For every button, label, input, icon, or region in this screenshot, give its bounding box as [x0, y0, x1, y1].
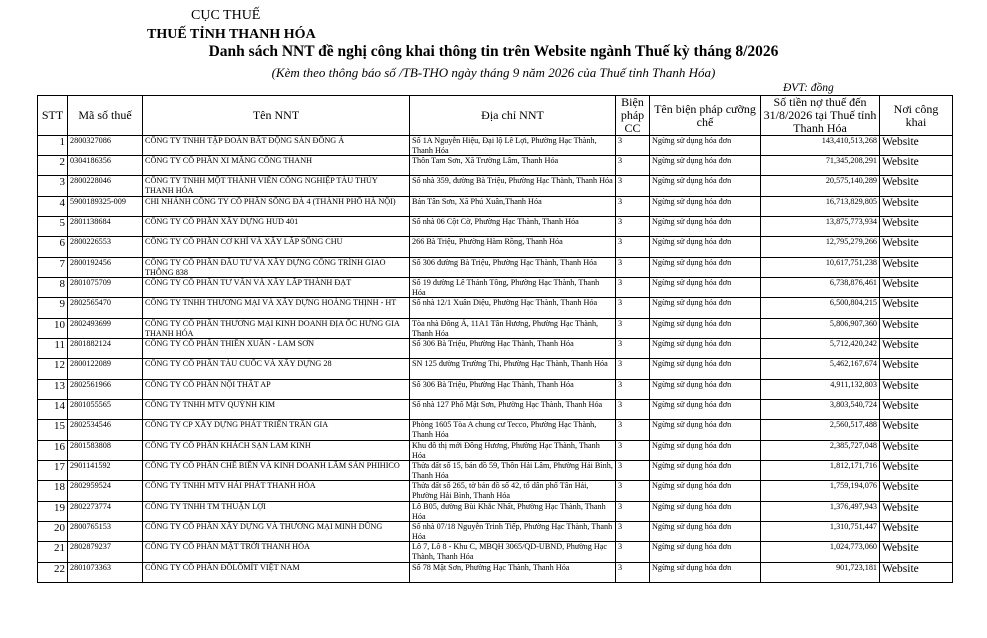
debt-amount-cell: 6,738,876,461	[761, 278, 880, 298]
table-row	[38, 278, 953, 298]
taxpayer-name-cell: CÔNG TY CỔ PHẦN KHÁCH SẠN LAM KINH	[143, 441, 410, 461]
measure-cell: 3	[616, 441, 650, 461]
row-stt: 20	[38, 522, 68, 542]
address-cell: Số 19 đường Lê Thánh Tông, Phường Hạc Thành, Thanh Hóa	[410, 278, 616, 298]
address-cell: Số 306 Bà Triệu, Phường Hạc Thành, Thanh Hóa	[410, 380, 616, 400]
row-stt: 7	[38, 258, 68, 278]
debt-amount-cell: 20,575,140,289	[761, 176, 880, 197]
taxpayer-name-cell: CÔNG TY CỔ PHẦN CƠ KHÍ VÀ XÂY LẮP SÔNG CHU	[143, 237, 410, 258]
publish-place-cell: Website	[880, 563, 953, 583]
measure-name-cell: Ngừng sử dụng hóa đơn	[650, 380, 761, 400]
tax-code-cell: 0304186356	[68, 156, 143, 176]
table-row	[38, 258, 953, 278]
taxpayer-name-cell: CÔNG TY CỔ PHẦN XÂY DỰNG HUD 401	[143, 217, 410, 237]
address-cell: Tòa nhà Đông Á, 11A1 Tân Hương, Phường Hạc Thành, Thanh Hóa	[410, 319, 616, 339]
table-row	[38, 298, 953, 319]
publish-place-cell: Website	[880, 400, 953, 420]
taxpayer-table	[37, 95, 953, 583]
measure-cell: 3	[616, 156, 650, 176]
row-stt: 4	[38, 197, 68, 217]
debt-amount-cell: 3,803,540,724	[761, 400, 880, 420]
taxpayer-name-cell: CÔNG TY CỔ PHẦN XI MĂNG CÔNG THANH	[143, 156, 410, 176]
table-row	[38, 237, 953, 258]
row-stt: 10	[38, 319, 68, 339]
address-cell: Số nhà 127 Phố Mật Sơn, Phường Hạc Thành, Thanh Hóa	[410, 400, 616, 420]
row-stt: 21	[38, 542, 68, 563]
debt-amount-cell: 71,345,208,291	[761, 156, 880, 176]
measure-name-cell: Ngừng sử dụng hóa đơn	[650, 441, 761, 461]
address-cell: Lô B05, đường Bùi Khắc Nhất, Phường Hạc Thành, Thanh Hóa	[410, 502, 616, 522]
row-stt: 18	[38, 481, 68, 502]
debt-amount-cell: 1,812,171,716	[761, 461, 880, 481]
document-subtitle: (Kèm theo thông báo số /TB-THO ngày tháng 9 năm 2026 của Thuế tỉnh Thanh Hóa)	[271, 65, 716, 80]
table-header-row	[38, 96, 953, 136]
table-row	[38, 420, 953, 441]
address-cell: Thửa đất số 15, bản đồ 59, Thôn Hải Lâm, Phường Hải Bình, Thanh Hóa	[410, 461, 616, 481]
tax-code-cell: 2802493699	[68, 319, 143, 339]
address-cell: Số nhà 06 Cột Cờ, Phường Hạc Thành, Thanh Hóa	[410, 217, 616, 237]
table-row	[38, 176, 953, 197]
address-cell: Thửa đất số 265, tờ bản đồ số 42, tổ dân phố Tân Hải, Phường Hải Bình, Thanh Hóa	[410, 481, 616, 502]
tax-code-cell: 2802534546	[68, 420, 143, 441]
tax-code-cell: 2802273774	[68, 502, 143, 522]
row-stt: 1	[38, 136, 68, 156]
table-row	[38, 542, 953, 563]
debt-amount-cell: 16,713,829,805	[761, 197, 880, 217]
tax-code-cell: 2801075709	[68, 278, 143, 298]
measure-name-cell: Ngừng sử dụng hóa đơn	[650, 420, 761, 441]
measure-cell: 3	[616, 339, 650, 359]
row-stt: 19	[38, 502, 68, 522]
publish-place-cell: Website	[880, 339, 953, 359]
measure-name-cell: Ngừng sử dụng hóa đơn	[650, 563, 761, 583]
measure-name-cell: Ngừng sử dụng hóa đơn	[650, 400, 761, 420]
table-row	[38, 197, 953, 217]
table-row	[38, 481, 953, 502]
taxpayer-name-cell: CÔNG TY CỔ PHẦN THIÊN XUÂN - LAM SƠN	[143, 339, 410, 359]
taxpayer-name-cell: CÔNG TY CỔ PHẦN CHẾ BIẾN VÀ KINH DOANH LÂM SẢN PHIHICO	[143, 461, 410, 481]
tax-code-cell: 2901141592	[68, 461, 143, 481]
address-cell: Số nhà 359, đường Bà Triệu, Phường Hạc Thành, Thanh Hóa	[410, 176, 616, 197]
publish-place-cell: Website	[880, 542, 953, 563]
measure-cell: 3	[616, 278, 650, 298]
agency-name: CỤC THUẾ	[191, 8, 261, 23]
debt-amount-cell: 1,310,751,447	[761, 522, 880, 542]
debt-amount-cell: 1,376,497,943	[761, 502, 880, 522]
table-row	[38, 359, 953, 380]
debt-amount-cell: 901,723,181	[761, 563, 880, 583]
measure-name-cell: Ngừng sử dụng hóa đơn	[650, 278, 761, 298]
tax-code-cell: 5900189325-009	[68, 197, 143, 217]
publish-place-cell: Website	[880, 217, 953, 237]
table-row	[38, 380, 953, 400]
taxpayer-name-cell: CÔNG TY TNHH THƯƠNG MẠI VÀ XÂY DỰNG HOÀNG THỊNH - HT	[143, 298, 410, 319]
debt-amount-cell: 6,500,804,215	[761, 298, 880, 319]
taxpayer-name-cell: CÔNG TY TNHH MỘT THÀNH VIÊN CÔNG NGHIỆP TÀU THỦY THANH HÓA	[143, 176, 410, 197]
address-cell: Phòng 1605 Tòa A chung cư Tecco, Phường Hạc Thành, Thanh Hóa	[410, 420, 616, 441]
taxpayer-name-cell: CÔNG TY CỔ PHẦN TƯ VẤN VÀ XÂY LẮP THÀNH ĐẠT	[143, 278, 410, 298]
measure-name-cell: Ngừng sử dụng hóa đơn	[650, 136, 761, 156]
taxpayer-name-cell: CÔNG TY CỔ PHẦN THƯƠNG MẠI KINH DOANH ĐỊA ỐC HƯNG GIA THANH HÓA	[143, 319, 410, 339]
measure-cell: 3	[616, 481, 650, 502]
publish-place-cell: Website	[880, 156, 953, 176]
row-stt: 22	[38, 563, 68, 583]
publish-place-cell: Website	[880, 522, 953, 542]
measure-name-cell: Ngừng sử dụng hóa đơn	[650, 359, 761, 380]
measure-name-cell: Ngừng sử dụng hóa đơn	[650, 217, 761, 237]
table-row	[38, 563, 953, 583]
table-row	[38, 441, 953, 461]
tax-code-cell: 2801882124	[68, 339, 143, 359]
debt-amount-cell: 13,875,773,934	[761, 217, 880, 237]
publish-place-cell: Website	[880, 136, 953, 156]
publish-place-cell: Website	[880, 441, 953, 461]
tax-code-cell: 2800228046	[68, 176, 143, 197]
address-cell: Số 78 Mật Sơn, Phường Hạc Thành, Thanh Hóa	[410, 563, 616, 583]
tax-code-cell: 2802959524	[68, 481, 143, 502]
row-stt: 6	[38, 237, 68, 258]
table-row	[38, 502, 953, 522]
taxpayer-name-cell: CÔNG TY CỔ PHẦN ĐẦU TƯ VÀ XÂY DỰNG CÔNG TRÌNH GIAO THÔNG 838	[143, 258, 410, 278]
table-row	[38, 136, 953, 156]
tax-code-cell: 2801583808	[68, 441, 143, 461]
column-header-debt-amount: Số tiền nợ thuế đến 31/8/2026 tại Thuế tỉnh Thanh Hóa	[761, 96, 880, 136]
column-header-address: Địa chỉ NNT	[410, 96, 616, 136]
measure-name-cell: Ngừng sử dụng hóa đơn	[650, 542, 761, 563]
row-stt: 8	[38, 278, 68, 298]
measure-cell: 3	[616, 258, 650, 278]
taxpayer-name-cell: CÔNG TY TNHH TM THUẬN LỢI	[143, 502, 410, 522]
taxpayer-name-cell: CÔNG TY CỔ PHẦN XÂY DỰNG VÀ THƯƠNG MẠI MINH DŨNG	[143, 522, 410, 542]
debt-amount-cell: 10,617,751,238	[761, 258, 880, 278]
address-cell: Số 306 đường Bà Triệu, Phường Hạc Thành, Thanh Hóa	[410, 258, 616, 278]
debt-amount-cell: 5,462,167,674	[761, 359, 880, 380]
measure-cell: 3	[616, 502, 650, 522]
debt-amount-cell: 1,759,194,076	[761, 481, 880, 502]
publish-place-cell: Website	[880, 197, 953, 217]
measure-name-cell: Ngừng sử dụng hóa đơn	[650, 319, 761, 339]
address-cell: Số 1A Nguyễn Hiệu, Đại lộ Lê Lợi, Phường Hạc Thành, Thanh Hóa	[410, 136, 616, 156]
measure-name-cell: Ngừng sử dụng hóa đơn	[650, 502, 761, 522]
currency-unit: ĐVT: đồng	[783, 82, 834, 94]
debt-amount-cell: 12,795,279,266	[761, 237, 880, 258]
row-stt: 9	[38, 298, 68, 319]
taxpayer-name-cell: CÔNG TY CỔ PHẦN MẶT TRỜI THANH HÓA	[143, 542, 410, 563]
row-stt: 11	[38, 339, 68, 359]
measure-name-cell: Ngừng sử dụng hóa đơn	[650, 197, 761, 217]
measure-name-cell: Ngừng sử dụng hóa đơn	[650, 237, 761, 258]
row-stt: 13	[38, 380, 68, 400]
tax-code-cell: 2800765153	[68, 522, 143, 542]
address-cell: Số nhà 12/1 Xuân Diệu, Phường Hạc Thành, Thanh Hóa	[410, 298, 616, 319]
row-stt: 3	[38, 176, 68, 197]
publish-place-cell: Website	[880, 176, 953, 197]
measure-cell: 3	[616, 542, 650, 563]
measure-name-cell: Ngừng sử dụng hóa đơn	[650, 461, 761, 481]
publish-place-cell: Website	[880, 319, 953, 339]
debt-amount-cell: 4,911,132,803	[761, 380, 880, 400]
debt-amount-cell: 1,024,773,060	[761, 542, 880, 563]
debt-amount-cell: 5,806,907,360	[761, 319, 880, 339]
measure-cell: 3	[616, 237, 650, 258]
address-cell: Bản Tân Sơn, Xã Phú Xuân,Thanh Hóa	[410, 197, 616, 217]
measure-name-cell: Ngừng sử dụng hóa đơn	[650, 522, 761, 542]
row-stt: 17	[38, 461, 68, 481]
table-row	[38, 461, 953, 481]
tax-code-cell: 2800226553	[68, 237, 143, 258]
publish-place-cell: Website	[880, 237, 953, 258]
measure-cell: 3	[616, 217, 650, 237]
column-header-publish-place: Nơi công khai	[880, 96, 953, 136]
publish-place-cell: Website	[880, 359, 953, 380]
tax-code-cell: 2802561966	[68, 380, 143, 400]
address-cell: Số nhà 07/18 Nguyễn Trinh Tiếp, Phường Hạc Thành, Thanh Hóa	[410, 522, 616, 542]
column-header-measure: Biện pháp CC	[616, 96, 650, 136]
address-cell: Khu đô thị mới Đông Hương, Phường Hạc Thành, Thanh Hóa	[410, 441, 616, 461]
row-stt: 2	[38, 156, 68, 176]
tax-code-cell: 2800122089	[68, 359, 143, 380]
measure-cell: 3	[616, 197, 650, 217]
measure-name-cell: Ngừng sử dụng hóa đơn	[650, 156, 761, 176]
publish-place-cell: Website	[880, 278, 953, 298]
row-stt: 12	[38, 359, 68, 380]
tax-code-cell: 2800327086	[68, 136, 143, 156]
column-header-stt: STT	[38, 96, 68, 136]
column-header-measure-name: Tên biện pháp cưỡng chế	[650, 96, 761, 136]
column-header-tax-code: Mã số thuế	[68, 96, 143, 136]
table-row	[38, 156, 953, 176]
column-header-taxpayer-name: Tên NNT	[143, 96, 410, 136]
address-cell: Thôn Tam Sơn, Xã Trường Lâm, Thanh Hóa	[410, 156, 616, 176]
address-cell: Số 306 Bà Triệu, Phường Hạc Thành, Thanh Hóa	[410, 339, 616, 359]
publish-place-cell: Website	[880, 481, 953, 502]
taxpayer-name-cell: CÔNG TY TNHH MTV QUỲNH KIM	[143, 400, 410, 420]
measure-name-cell: Ngừng sử dụng hóa đơn	[650, 481, 761, 502]
measure-cell: 3	[616, 461, 650, 481]
table-row	[38, 522, 953, 542]
office-name: THUẾ TỈNH THANH HÓA	[147, 27, 316, 42]
measure-cell: 3	[616, 522, 650, 542]
tax-code-cell: 2802879237	[68, 542, 143, 563]
table-row	[38, 400, 953, 420]
publish-place-cell: Website	[880, 502, 953, 522]
taxpayer-name-cell: CÔNG TY CỔ PHẦN NỘI THẤT AP	[143, 380, 410, 400]
publish-place-cell: Website	[880, 420, 953, 441]
tax-code-cell: 2801073363	[68, 563, 143, 583]
tax-code-cell: 2800192456	[68, 258, 143, 278]
row-stt: 16	[38, 441, 68, 461]
publish-place-cell: Website	[880, 298, 953, 319]
measure-cell: 3	[616, 420, 650, 441]
table-row	[38, 217, 953, 237]
table-body	[38, 136, 953, 583]
measure-cell: 3	[616, 176, 650, 197]
taxpayer-name-cell: CÔNG TY CỔ PHẦN TÀU CUỐC VÀ XÂY DỰNG 28	[143, 359, 410, 380]
row-stt: 14	[38, 400, 68, 420]
tax-code-cell: 2801055565	[68, 400, 143, 420]
measure-cell: 3	[616, 136, 650, 156]
measure-cell: 3	[616, 298, 650, 319]
measure-name-cell: Ngừng sử dụng hóa đơn	[650, 339, 761, 359]
row-stt: 15	[38, 420, 68, 441]
address-cell: SN 125 đường Trường Thi, Phường Hạc Thành, Thanh Hóa	[410, 359, 616, 380]
publish-place-cell: Website	[880, 258, 953, 278]
measure-cell: 3	[616, 563, 650, 583]
measure-cell: 3	[616, 359, 650, 380]
publish-place-cell: Website	[880, 461, 953, 481]
publish-place-cell: Website	[880, 380, 953, 400]
document-title: Danh sách NNT đề nghị công khai thông tin trên Website ngành Thuế kỳ tháng 8/2026	[208, 43, 779, 60]
taxpayer-name-cell: CHI NHÁNH CÔNG TY CỔ PHẦN SÔNG ĐÀ 4 (THÀNH PHỐ HÀ NỘI)	[143, 197, 410, 217]
measure-cell: 3	[616, 380, 650, 400]
tax-code-cell: 2802565470	[68, 298, 143, 319]
measure-name-cell: Ngừng sử dụng hóa đơn	[650, 298, 761, 319]
table-row	[38, 339, 953, 359]
debt-amount-cell: 5,712,420,242	[761, 339, 880, 359]
taxpayer-name-cell: CÔNG TY TNHH TẬP ĐOÀN BẤT ĐỘNG SẢN ĐÔNG Á	[143, 136, 410, 156]
address-cell: Lô 7, Lô 8 - Khu C, MBQH 3065/QD-UBND, Phường Hạc Thành, Thanh Hóa	[410, 542, 616, 563]
taxpayer-name-cell: CÔNG TY CỔ PHẦN ĐÔLÔMÍT VIỆT NAM	[143, 563, 410, 583]
taxpayer-name-cell: CÔNG TY CP XÂY DỰNG PHÁT TRIỂN TRẦN GIA	[143, 420, 410, 441]
measure-cell: 3	[616, 400, 650, 420]
debt-amount-cell: 143,410,513,268	[761, 136, 880, 156]
measure-cell: 3	[616, 319, 650, 339]
address-cell: 266 Bà Triệu, Phường Hàm Rồng, Thanh Hóa	[410, 237, 616, 258]
debt-amount-cell: 2,385,727,048	[761, 441, 880, 461]
taxpayer-name-cell: CÔNG TY TNHH MTV HẢI PHÁT THANH HÓA	[143, 481, 410, 502]
debt-amount-cell: 2,560,517,488	[761, 420, 880, 441]
measure-name-cell: Ngừng sử dụng hóa đơn	[650, 258, 761, 278]
measure-name-cell: Ngừng sử dụng hóa đơn	[650, 176, 761, 197]
tax-code-cell: 2801138684	[68, 217, 143, 237]
table-row	[38, 319, 953, 339]
row-stt: 5	[38, 217, 68, 237]
